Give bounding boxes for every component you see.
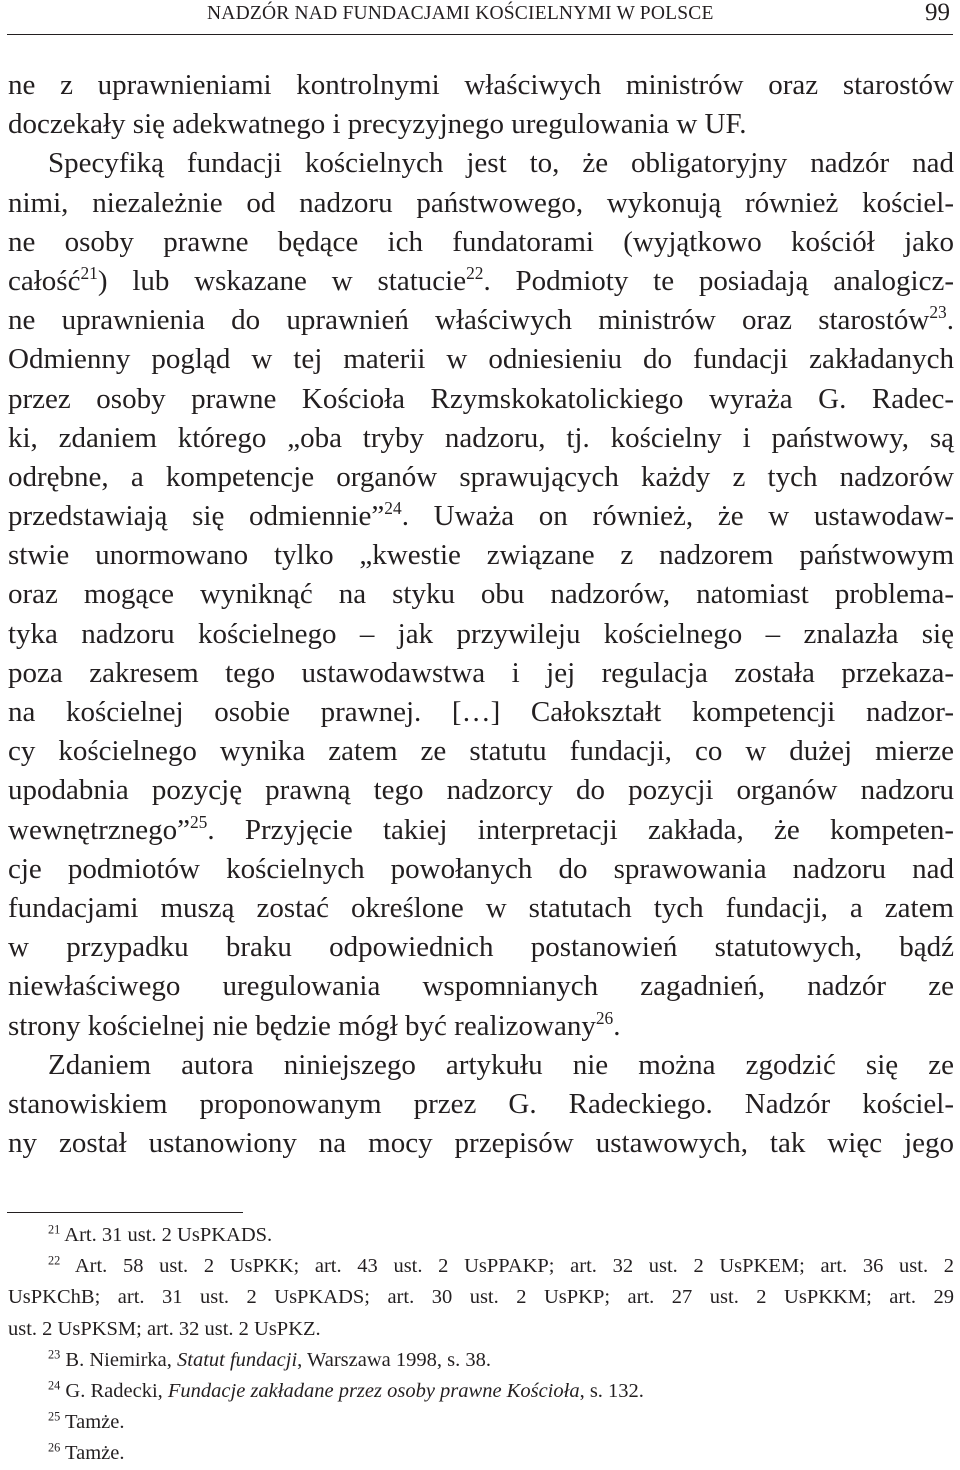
footnote-ref: 25: [48, 1409, 61, 1424]
footnotes: [8, 1220, 954, 1470]
body-line: [8, 889, 954, 928]
footnote-line: [8, 1407, 954, 1438]
footnote-line: [8, 1282, 954, 1313]
page-number: 99: [925, 0, 950, 26]
text-run: . Uważa on również, że w ustawodaw-: [401, 500, 955, 533]
body-line: [8, 223, 954, 262]
text-run: stwie unormowano tylko „kwestie związane z nadzorem państwowym: [8, 539, 954, 572]
text-run: stanowiskiem proponowanym przez G. Radeckiego. Nadzór kościel-: [8, 1087, 954, 1120]
body-line: [8, 928, 954, 967]
text-run: cje podmiotów kościelnych powołanych do sprawowania nadzoru nad: [8, 852, 954, 885]
text-run: ust. 2 UsPKSM; art. 32 ust. 2 UsPKZ.: [8, 1317, 321, 1340]
text-run: doczekały się adekwatnego i precyzyjnego uregulowania w UF.: [8, 108, 747, 141]
running-header: [0, 0, 960, 40]
footnote-line: [8, 1251, 954, 1282]
text-run: Tamże.: [60, 1442, 125, 1465]
text-run: UsPKChB; art. 31 ust. 2 UsPKADS; art. 30 ust. 2 UsPKP; art. 27 ust. 2 UsPKKM; art. 29: [8, 1286, 954, 1309]
running-title: NADZÓR NAD FUNDACJAMI KOŚCIELNYMI W POLSCE: [207, 3, 714, 24]
text-run: strony kościelnej nie będzie mógł być realizowany: [8, 1009, 596, 1042]
body-line: [8, 771, 954, 810]
text-run: ki, zdaniem którego „oba tryby nadzoru, tj. kościelny i państwowy, są: [8, 421, 954, 454]
text-run: na kościelnej osobie prawnej. […] Całokształt kompetencji nadzor-: [8, 696, 954, 728]
footnote-ref: 23: [48, 1347, 61, 1362]
body-line: [8, 380, 954, 419]
body-line: [8, 144, 954, 183]
text-run: w przypadku braku odpowiednich postanowień statutowych, bądź: [8, 931, 954, 964]
text-run: wewnętrznego”: [8, 813, 190, 846]
text-run: ne z uprawnieniami kontrolnymi właściwych ministrów oraz starostów: [8, 69, 954, 101]
text-run: całość: [8, 264, 81, 297]
text-run: Art. 31 ust. 2 UsPKADS.: [60, 1224, 273, 1246]
body-line: [8, 654, 954, 693]
body-line: [8, 419, 954, 458]
text-run: Art. 58 ust. 2 UsPKK; art. 43 ust. 2 UsPPAKP; art. 32 ust. 2 UsPKEM; art. 36 ust. 2: [60, 1255, 954, 1278]
body-line: [8, 66, 954, 105]
footnote-line: [8, 1438, 954, 1469]
header-rule: [7, 34, 953, 35]
body-line: [8, 301, 954, 340]
text-run: fundacjami muszą zostać określone w statutach tych fundacji, a zatem: [8, 891, 954, 924]
body-line: [8, 850, 954, 889]
body-line: [8, 615, 954, 654]
body-line: [8, 184, 954, 223]
footnote-ref: 24: [384, 498, 402, 519]
text-run: ne osoby prawne będące ich fundatorami (wyjątkowo kościół jako: [8, 225, 954, 258]
italic-title: Fundacje zakładane przez osoby prawne Kościoła: [167, 1379, 580, 1402]
text-run: ne uprawnienia do uprawnień właściwych ministrów oraz starostów: [8, 304, 930, 337]
body-line: [8, 262, 954, 301]
italic-title: Statut fundacji: [177, 1348, 298, 1371]
footnote-ref: 24: [48, 1378, 61, 1393]
body-line: [8, 967, 954, 1006]
body-line: [8, 693, 954, 732]
body-text: [8, 66, 954, 1163]
body-line: [8, 1124, 954, 1163]
text-run: Tamże.: [60, 1411, 125, 1434]
text-run: Zdaniem autora niniejszego artykułu nie można zgodzić się ze: [48, 1048, 954, 1081]
text-run: przedstawiają się odmiennie”: [8, 500, 385, 533]
text-run: niewłaściwego uregulowania wspomnianych zagadnień, nadzór ze: [8, 970, 954, 1003]
body-line: [8, 811, 954, 850]
body-line: [8, 340, 954, 379]
footnote-separator: [7, 1212, 243, 1213]
body-line: [8, 536, 954, 575]
body-line: [8, 732, 954, 771]
text-run: cy kościelnego wynika zatem ze statutu fundacji, co w dużej mierze: [8, 735, 954, 768]
footnote-ref: 21: [80, 263, 98, 284]
body-line: [8, 1007, 954, 1046]
footnote-ref: 26: [595, 1007, 614, 1028]
body-line: [8, 105, 954, 144]
text-run: , s. 132.: [579, 1379, 644, 1402]
footnote-ref: 23: [929, 302, 947, 323]
footnote-line: [8, 1376, 954, 1407]
text-run: Specyfiką fundacji kościelnych jest to, że obligatoryjny nadzór nad: [48, 147, 954, 180]
text-run: nimi, niezależnie od nadzoru państwowego, wykonują również kościel-: [8, 186, 954, 219]
footnote-line: [8, 1314, 954, 1345]
text-run: poza zakresem tego ustawodawstwa i jej regulacja została przekaza-: [8, 656, 954, 689]
text-run: . Podmioty te posiadają analogicz-: [483, 264, 954, 297]
body-line: [8, 458, 954, 497]
text-run: .: [613, 1009, 621, 1042]
footnote-line: [8, 1345, 954, 1376]
text-run: upodabnia pozycję prawną tego nadzorcy do pozycji organów nadzoru: [8, 774, 954, 807]
text-run: B. Niemirka,: [60, 1348, 178, 1371]
footnote-ref: 22: [48, 1253, 61, 1268]
text-run: przez osoby prawne Kościoła Rzymskokatolickiego wyraża G. Radec-: [8, 382, 954, 415]
footnote-ref: 26: [48, 1440, 61, 1455]
text-run: tyka nadzoru kościelnego – jak przywileju kościelnego – znalazła się: [8, 617, 954, 650]
footnote-line: [8, 1220, 954, 1251]
text-run: odrębne, a kompetencje organów sprawujących każdy z tych nadzorów: [8, 460, 954, 493]
footnote-ref: 21: [48, 1222, 61, 1237]
footnote-ref: 25: [189, 811, 208, 832]
text-run: ) lub wskazane w statucie: [97, 264, 467, 297]
body-line: [8, 1085, 954, 1124]
text-run: . Przyjęcie takiej interpretacji zakłada, że kompeten-: [207, 813, 954, 846]
text-run: Odmienny pogląd w tej materii w odniesieniu do fundacji zakładanych: [8, 343, 954, 376]
text-run: , Warszawa 1998, s. 38.: [297, 1348, 491, 1371]
body-line: [8, 497, 954, 536]
text-run: .: [946, 304, 954, 337]
body-line: [8, 1046, 954, 1085]
footnote-ref: 22: [466, 263, 484, 284]
body-line: [8, 575, 954, 614]
text-run: oraz mogące wyniknąć na styku obu nadzorów, natomiast problema-: [8, 578, 954, 611]
text-run: ny został ustanowiony na mocy przepisów ustawowych, tak więc jego: [8, 1127, 954, 1160]
text-run: G. Radecki,: [60, 1379, 168, 1402]
